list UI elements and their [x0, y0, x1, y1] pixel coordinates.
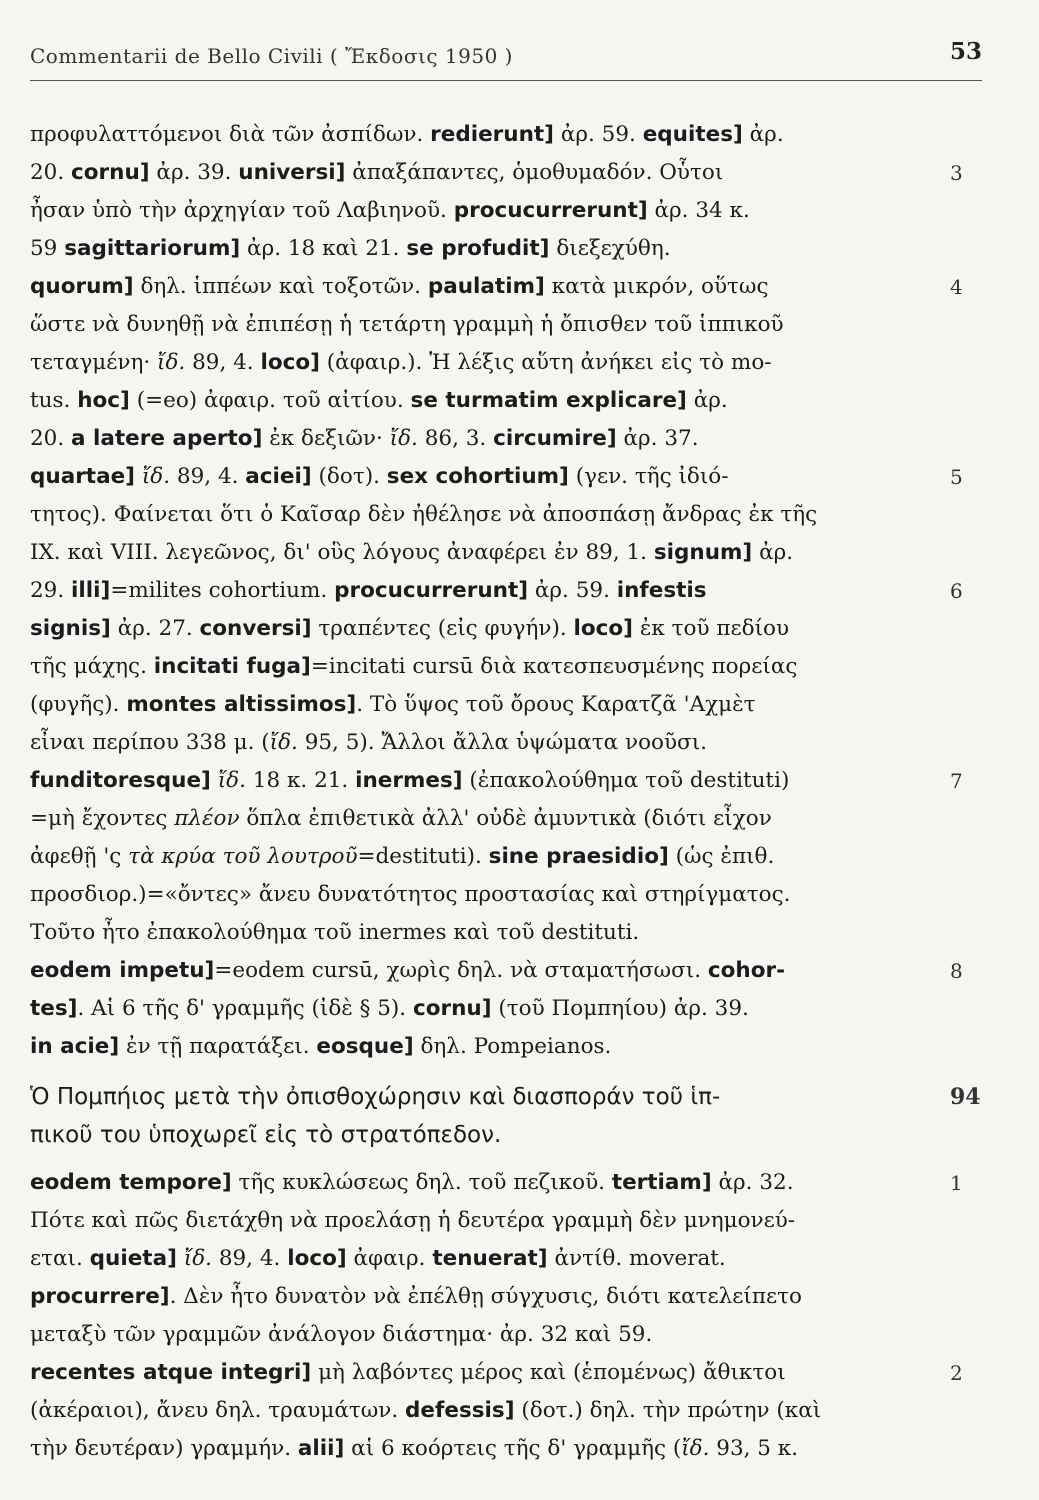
gloss-text: ἴδ. [157, 350, 186, 375]
text-line [30, 802, 925, 836]
lemma: sine praesidio] [488, 844, 669, 869]
lemma: equites] [642, 122, 743, 147]
gloss-text: =milites cohortium. [110, 578, 335, 603]
gloss-text: (δοτ.) δηλ. τὴν πρώτην (καὶ [514, 1398, 822, 1423]
section-number: 5 [950, 465, 963, 489]
gloss-text: τὴν δευτέραν) γραμμήν. [30, 1436, 298, 1461]
gloss-text: =destituti). [357, 844, 489, 869]
gloss-text: (φυγῆς). [30, 692, 127, 717]
gloss-text: ὅπλα ἐπιθετικὰ ἀλλ' οὐδὲ ἀμυντικὰ (διότι εἶχον [239, 806, 772, 831]
text-line [30, 536, 925, 570]
gloss-text: τεταγμένη· [30, 350, 158, 375]
lemma: infestis [616, 578, 707, 603]
gloss-text: μὴ λαβόντες μέρος καὶ (ἑπομένως) ἄθικτοι [311, 1360, 786, 1385]
lemma: tenuerat] [432, 1246, 548, 1271]
text-line [30, 1280, 925, 1314]
gloss-text: tus. [30, 388, 78, 413]
gloss-text: ἴδ. [681, 1436, 710, 1461]
gloss-text: =eodem cursū, χωρὶς δηλ. νὰ σταματήσωσι. [214, 958, 708, 983]
lemma: hoc] [77, 388, 130, 413]
lemma: quartae] [30, 464, 136, 489]
lemma: signis] [30, 616, 111, 641]
gloss-text: 89, 4. [170, 464, 246, 489]
gloss-text: ἴδ. [183, 1246, 212, 1271]
lemma: procucurrerunt] [334, 578, 529, 603]
lemma: quieta] [89, 1246, 177, 1271]
text-line [30, 878, 925, 912]
lemma: cohor- [707, 958, 785, 983]
gloss-text: 95, 5). Ἄλλοι ἄλλα ὑψώματα νοοῦσι. [297, 730, 707, 755]
gloss-text: . Τὸ ὕψος τοῦ ὄρους Καρατζᾶ 'Αχμὲτ [356, 692, 756, 717]
text-line [30, 194, 925, 228]
lemma: defessis] [405, 1398, 515, 1423]
gloss-text [211, 768, 218, 793]
lemma: universi] [238, 160, 346, 185]
lemma: illi] [71, 578, 111, 603]
text-line [30, 270, 925, 304]
text-line [30, 308, 925, 342]
gloss-text: ὥστε νὰ δυνηθῇ νὰ ἐπιπέσῃ ἡ τετάρτη γραμμὴ ἡ ὄπισθεν τοῦ ἱππικοῦ [30, 312, 784, 337]
lemma: procurrere] [30, 1284, 170, 1309]
gloss-text: 93, 5 κ. [709, 1436, 799, 1461]
gloss-text: προσδιορ.)=«ὄντες» ἄνευ δυνατότητος προστασίας καὶ στηρίγματος. [30, 882, 791, 907]
gloss-text: κατὰ μικρόν, οὕτως [544, 274, 769, 299]
text-line [30, 726, 925, 760]
gloss-text: ἐν τῇ παρατάξει. [119, 1034, 317, 1059]
gloss-text: Τοῦτο ἦτο ἐπακολούθημα τοῦ inermes καὶ τοῦ destituti. [30, 920, 640, 945]
running-title: Commentarii de Bello Civili ( Ἔκδοσις 1950 ) [30, 44, 513, 68]
gloss-text: διεξεχύθη. [549, 236, 671, 261]
gloss-text: τῆς μάχης. [30, 654, 154, 679]
gloss-text [177, 1246, 184, 1271]
gloss-text: ἀρ. 39. [149, 160, 239, 185]
gloss-text: μεταξὺ τῶν γραμμῶν ἀνάλογον διάστημα· ἀρ. 32 καὶ 59. [30, 1322, 653, 1347]
section-number: 6 [950, 579, 963, 603]
gloss-text: 20. [30, 160, 72, 185]
gloss-text: τὰ κρύα τοῦ λουτροῦ [128, 844, 358, 869]
page-number: 53 [949, 38, 982, 65]
gloss-text: 86, 3. [417, 426, 494, 451]
text-line [30, 612, 925, 646]
gloss-text: ἦσαν ὑπὸ τὴν ἀρχηγίαν τοῦ Λαβιηνοῦ. [30, 198, 454, 223]
lemma: eosque] [316, 1034, 414, 1059]
gloss-text: ἀρ. [742, 122, 784, 147]
lemma: cornu] [412, 996, 492, 1021]
lemma: sagittariorum] [64, 236, 241, 261]
gloss-text: . Αἱ 6 τῆς δ' γραμμῆς (ἰδὲ § 5). [77, 996, 413, 1021]
gloss-text: προφυλαττόμενοι διὰ τῶν ἀσπίδων. [30, 122, 431, 147]
gloss-text: αἱ 6 κοόρτεις τῆς δ' γραμμῆς ( [344, 1436, 682, 1461]
lemma: signum] [653, 540, 753, 565]
lemma: tertiam] [611, 1170, 712, 1195]
lemma: paulatim] [427, 274, 545, 299]
gloss-text: ἀρ. 59. [528, 578, 617, 603]
gloss-text: πλέον [174, 806, 240, 831]
text-line [30, 384, 925, 418]
gloss-text: =μὴ ἔχοντες [30, 806, 175, 831]
text-line [30, 916, 925, 950]
gloss-text: (ἀκέραιοι), ἄνευ δηλ. τραυμάτων. [30, 1398, 406, 1423]
lemma: incitati fuga] [153, 654, 311, 679]
text-line [30, 422, 925, 456]
lemma: sex cohortium] [386, 464, 569, 489]
gloss-text: ἀρ. [686, 388, 728, 413]
gloss-text: ἀρ. [752, 540, 794, 565]
gloss-text: (ὡς ἐπιθ. [668, 844, 775, 869]
text-line [30, 1394, 925, 1428]
lemma: tes] [30, 996, 78, 1021]
lemma: loco] [287, 1246, 347, 1271]
gloss-text: ἀρ. 27. [110, 616, 200, 641]
text-line [30, 156, 925, 190]
text-line [30, 650, 925, 684]
section-number: 1 [950, 1171, 963, 1195]
text-line [30, 688, 925, 722]
gloss-text: ἀρ. 59. [554, 122, 643, 147]
text-line [30, 118, 925, 152]
gloss-text: 89, 4. [211, 1246, 288, 1271]
gloss-text: (=eo) ἀφαιρ. τοῦ αἰτίου. [129, 388, 411, 413]
text-line [30, 1318, 925, 1352]
gloss-text: ἀρ. 32. [711, 1170, 794, 1195]
text-line [30, 498, 925, 532]
lemma: aciei] [245, 464, 312, 489]
gloss-text: εἶναι περίπου 338 μ. ( [30, 730, 270, 755]
text-line [30, 574, 925, 608]
gloss-text: (τοῦ Πομπηίου) ἀρ. 39. [491, 996, 749, 1021]
lemma: loco] [260, 350, 320, 375]
lemma: se profudit] [406, 236, 550, 261]
text-line [30, 1166, 925, 1200]
section-number: 4 [950, 275, 963, 299]
gloss-text: ἀρ. 34 κ. [647, 198, 750, 223]
lemma: conversi] [199, 616, 312, 641]
gloss-text: 59 [30, 236, 65, 261]
gloss-text: ἴδ. [141, 464, 171, 489]
lemma: in acie] [30, 1034, 120, 1059]
gloss-text: δηλ. Pompeianos. [413, 1034, 612, 1059]
section-number: 8 [950, 959, 963, 983]
gloss-text: (ἐπακολούθημα τοῦ destituti) [462, 768, 790, 793]
gloss-text: (ἀφαιρ.). Ἡ λέξις αὕτη ἀνήκει εἰς τὸ mo- [319, 350, 772, 375]
lemma: circumire] [493, 426, 617, 451]
section-number: 2 [950, 1361, 963, 1385]
lemma: loco] [573, 616, 633, 641]
lemma: funditoresque] [30, 768, 211, 793]
gloss-text: . Δὲν ἦτο δυνατὸν νὰ ἐπέλθῃ σύγχυσις, διότι κατελείπετο [169, 1284, 802, 1309]
text-line [30, 1030, 925, 1064]
gloss-text: ἴδ. [269, 730, 298, 755]
lemma: redierunt] [430, 122, 554, 147]
lemma: quorum] [30, 274, 134, 299]
lemma: recentes atque integri] [30, 1360, 312, 1385]
gloss-text: ἴδ. [389, 426, 418, 451]
lemma: se turmatim explicare] [410, 388, 687, 413]
lemma: a latere aperto] [71, 426, 263, 451]
gloss-text: τῆς κυκλώσεως δηλ. τοῦ πεζικοῦ. [231, 1170, 612, 1195]
lemma: inermes] [355, 768, 463, 793]
section-number: 7 [950, 769, 963, 793]
text-line [30, 232, 925, 266]
gloss-text: δηλ. ἱππέων καὶ τοξοτῶν. [133, 274, 428, 299]
text-line [30, 764, 925, 798]
gloss-text: =incitati cursū διὰ κατεσπευσμένης πορείας [310, 654, 798, 679]
gloss-text: ἀρ. 37. [616, 426, 699, 451]
text-line [30, 954, 925, 988]
gloss-text: εται. [30, 1246, 90, 1271]
gloss-text: ἀφεθῇ 'ς [30, 844, 129, 869]
section-heading: πικοῦ του ὑποχωρεῖ εἰς τὸ στρατόπεδον. [30, 1122, 502, 1148]
gloss-text: IX. καὶ VIII. λεγεῶνος, δι' οὓς λόγους ἀναφέρει ἐν 89, 1. [30, 540, 654, 565]
chapter-number: 94 [950, 1084, 981, 1110]
gloss-text: 29. [30, 578, 72, 603]
section-number: 3 [950, 161, 963, 185]
gloss-text: ἀντίθ. moverat. [547, 1246, 726, 1271]
gloss-text: 18 κ. 21. [245, 768, 356, 793]
lemma: cornu] [71, 160, 150, 185]
gloss-text: 89, 4. [185, 350, 261, 375]
gloss-text: ἀρ. 18 καὶ 21. [240, 236, 407, 261]
text-line [30, 460, 925, 494]
section-heading: Ὁ Πομπήιος μετὰ τὴν ὀπισθοχώρησιν καὶ διασποράν τοῦ ἱπ- [30, 1084, 721, 1110]
lemma: alii] [297, 1436, 345, 1461]
text-line [30, 840, 925, 874]
running-header [30, 36, 982, 81]
text-line [30, 1204, 925, 1238]
gloss-text: ἀφαιρ. [346, 1246, 433, 1271]
gloss-text: ἐκ τοῦ πεδίου [633, 616, 790, 641]
gloss-text: τητος). Φαίνεται ὅτι ὁ Καῖσαρ δὲν ἠθέλησε νὰ ἀποσπάσῃ ἄνδρας ἐκ τῆς [30, 502, 818, 527]
text-line [30, 1242, 925, 1276]
text-line [30, 346, 925, 380]
lemma: eodem tempore] [30, 1170, 232, 1195]
gloss-text [135, 464, 142, 489]
lemma: montes altissimos] [126, 692, 357, 717]
text-line [30, 1432, 925, 1466]
gloss-text: ἐκ δεξιῶν· [262, 426, 390, 451]
gloss-text: (γεν. τῆς ἰδιό- [568, 464, 729, 489]
gloss-text: (δοτ). [311, 464, 387, 489]
lemma: eodem impetu] [30, 958, 215, 983]
lemma: procucurrerunt] [453, 198, 648, 223]
text-line [30, 1356, 925, 1390]
gloss-text: 20. [30, 426, 72, 451]
gloss-text: ἴδ. [217, 768, 246, 793]
gloss-text: Πότε καὶ πῶς διετάχθη νὰ προελάσῃ ἡ δευτέρα γραμμὴ δὲν μνημονεύ- [30, 1208, 796, 1233]
text-line [30, 992, 925, 1026]
gloss-text: ἀπαξάπαντες, ὁμοθυμαδόν. Οὗτοι [345, 160, 724, 185]
gloss-text: τραπέντες (εἰς φυγήν). [311, 616, 574, 641]
